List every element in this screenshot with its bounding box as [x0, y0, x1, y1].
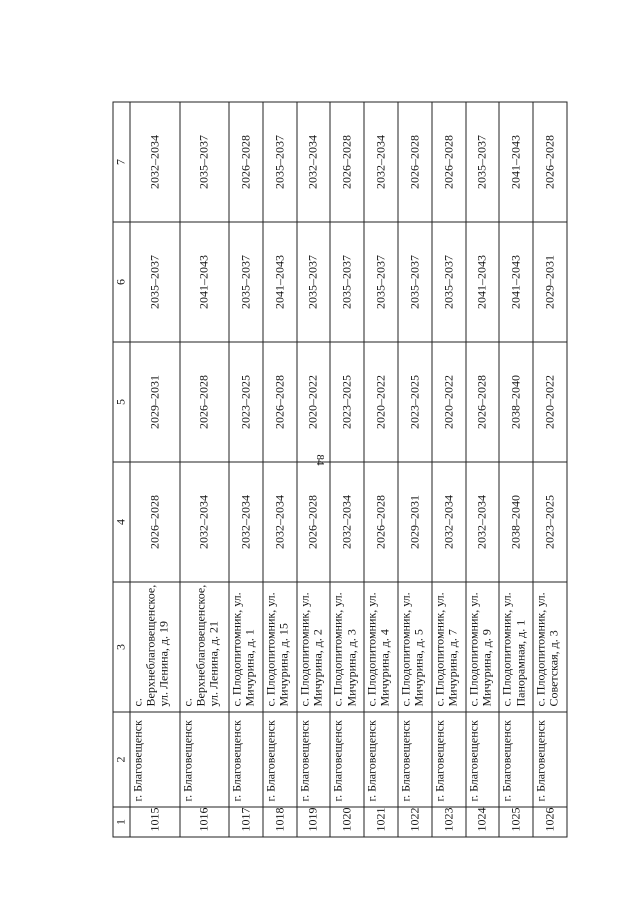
- column-header: 3: [113, 582, 130, 712]
- address-cell: с. Плодопитомник, ул. Мичурина, д. 7: [432, 582, 466, 712]
- period-cell: 2035–2037: [229, 222, 263, 342]
- period-cell: 2026–2028: [297, 462, 331, 582]
- city-cell: г. Благовещенск: [330, 712, 364, 807]
- city-cell: г. Благовещенск: [499, 712, 533, 807]
- column-header: 1: [113, 807, 130, 837]
- period-cell: 2026–2028: [398, 102, 432, 222]
- period-cell: 2026–2028: [466, 342, 500, 462]
- address-cell: с. Верхнеблаговещенское, ул. Ленина, д. 21: [180, 582, 230, 712]
- city-cell: г. Благовещенск: [130, 712, 180, 807]
- period-cell: 2026–2028: [330, 102, 364, 222]
- period-cell: 2032–2034: [432, 462, 466, 582]
- period-cell: 2020–2022: [297, 342, 331, 462]
- table-row: [180, 102, 230, 837]
- table-row: [364, 102, 398, 837]
- city-cell: г. Благовещенск: [297, 712, 331, 807]
- city-cell: г. Благовещенск: [180, 712, 230, 807]
- period-cell: 2026–2028: [263, 342, 297, 462]
- period-cell: 2038–2040: [499, 462, 533, 582]
- row-number: 1020: [330, 807, 364, 837]
- period-cell: 2035–2037: [364, 222, 398, 342]
- page-number: 84: [314, 454, 326, 466]
- row-number: 1026: [533, 807, 567, 837]
- table-row: [229, 102, 263, 837]
- period-cell: 2023–2025: [229, 342, 263, 462]
- period-cell: 2029–2031: [398, 462, 432, 582]
- period-cell: 2026–2028: [533, 102, 567, 222]
- period-cell: 2032–2034: [229, 462, 263, 582]
- period-cell: 2032–2034: [130, 102, 180, 222]
- table-row: [432, 102, 466, 837]
- period-cell: 2032–2034: [364, 102, 398, 222]
- period-cell: 2026–2028: [130, 462, 180, 582]
- period-cell: 2035–2037: [398, 222, 432, 342]
- column-header: 4: [113, 462, 130, 582]
- row-number: 1025: [499, 807, 533, 837]
- data-table: [113, 102, 568, 838]
- column-header: 6: [113, 222, 130, 342]
- row-number: 1017: [229, 807, 263, 837]
- period-cell: 2038–2040: [499, 342, 533, 462]
- period-cell: 2041–2043: [466, 222, 500, 342]
- period-cell: 2026–2028: [180, 342, 230, 462]
- period-cell: 2041–2043: [499, 102, 533, 222]
- row-number: 1022: [398, 807, 432, 837]
- table-row: [398, 102, 432, 837]
- row-number: 1024: [466, 807, 500, 837]
- address-cell: с. Плодопитомник, ул. Мичурина, д. 5: [398, 582, 432, 712]
- period-cell: 2023–2025: [330, 342, 364, 462]
- period-cell: 2029–2031: [533, 222, 567, 342]
- period-cell: 2023–2025: [533, 462, 567, 582]
- column-header: 2: [113, 712, 130, 807]
- period-cell: 2023–2025: [398, 342, 432, 462]
- period-cell: 2035–2037: [466, 102, 500, 222]
- address-cell: с. Плодопитомник, ул. Мичурина, д. 2: [297, 582, 331, 712]
- row-number: 1019: [297, 807, 331, 837]
- address-cell: с. Плодопитомник, ул. Мичурина, д. 3: [330, 582, 364, 712]
- period-cell: 2035–2037: [432, 222, 466, 342]
- period-cell: 2020–2022: [533, 342, 567, 462]
- period-cell: 2041–2043: [263, 222, 297, 342]
- row-number: 1016: [180, 807, 230, 837]
- period-cell: 2041–2043: [499, 222, 533, 342]
- rotated-table-container: [113, 103, 568, 838]
- row-number: 1018: [263, 807, 297, 837]
- table-row: [466, 102, 500, 837]
- period-cell: 2020–2022: [364, 342, 398, 462]
- address-cell: с. Верхнеблаговещенское, ул. Ленина, д. 19: [130, 582, 180, 712]
- table-row: [263, 102, 297, 837]
- header-row: [113, 102, 130, 837]
- address-cell: с. Плодопитомник, ул. Мичурина, д. 4: [364, 582, 398, 712]
- table-row: [330, 102, 364, 837]
- period-cell: 2032–2034: [466, 462, 500, 582]
- period-cell: 2029–2031: [130, 342, 180, 462]
- city-cell: г. Благовещенск: [229, 712, 263, 807]
- column-header: 5: [113, 342, 130, 462]
- address-cell: с. Плодопитомник, ул. Мичурина, д. 1: [229, 582, 263, 712]
- period-cell: 2035–2037: [180, 102, 230, 222]
- table-row: [297, 102, 331, 837]
- city-cell: г. Благовещенск: [533, 712, 567, 807]
- table-row: [130, 102, 180, 837]
- city-cell: г. Благовещенск: [432, 712, 466, 807]
- period-cell: 2032–2034: [297, 102, 331, 222]
- period-cell: 2035–2037: [263, 102, 297, 222]
- row-number: 1021: [364, 807, 398, 837]
- period-cell: 2032–2034: [180, 462, 230, 582]
- column-header: 7: [113, 102, 130, 222]
- period-cell: 2032–2034: [263, 462, 297, 582]
- address-cell: с. Плодопитомник, ул. Панорамная, д. 1: [499, 582, 533, 712]
- table-row: [499, 102, 533, 837]
- period-cell: 2020–2022: [432, 342, 466, 462]
- period-cell: 2026–2028: [432, 102, 466, 222]
- period-cell: 2026–2028: [229, 102, 263, 222]
- city-cell: г. Благовещенск: [398, 712, 432, 807]
- city-cell: г. Благовещенск: [263, 712, 297, 807]
- period-cell: 2035–2037: [330, 222, 364, 342]
- row-number: 1015: [130, 807, 180, 837]
- address-cell: с. Плодопитомник, ул. Мичурина, д. 15: [263, 582, 297, 712]
- city-cell: г. Благовещенск: [466, 712, 500, 807]
- city-cell: г. Благовещенск: [364, 712, 398, 807]
- period-cell: 2032–2034: [330, 462, 364, 582]
- period-cell: 2035–2037: [130, 222, 180, 342]
- table-row: [533, 102, 567, 837]
- row-number: 1023: [432, 807, 466, 837]
- address-cell: с. Плодопитомник, ул. Мичурина, д. 9: [466, 582, 500, 712]
- period-cell: 2035–2037: [297, 222, 331, 342]
- period-cell: 2026–2028: [364, 462, 398, 582]
- period-cell: 2041–2043: [180, 222, 230, 342]
- address-cell: с. Плодопитомник, ул. Советская, д. 3: [533, 582, 567, 712]
